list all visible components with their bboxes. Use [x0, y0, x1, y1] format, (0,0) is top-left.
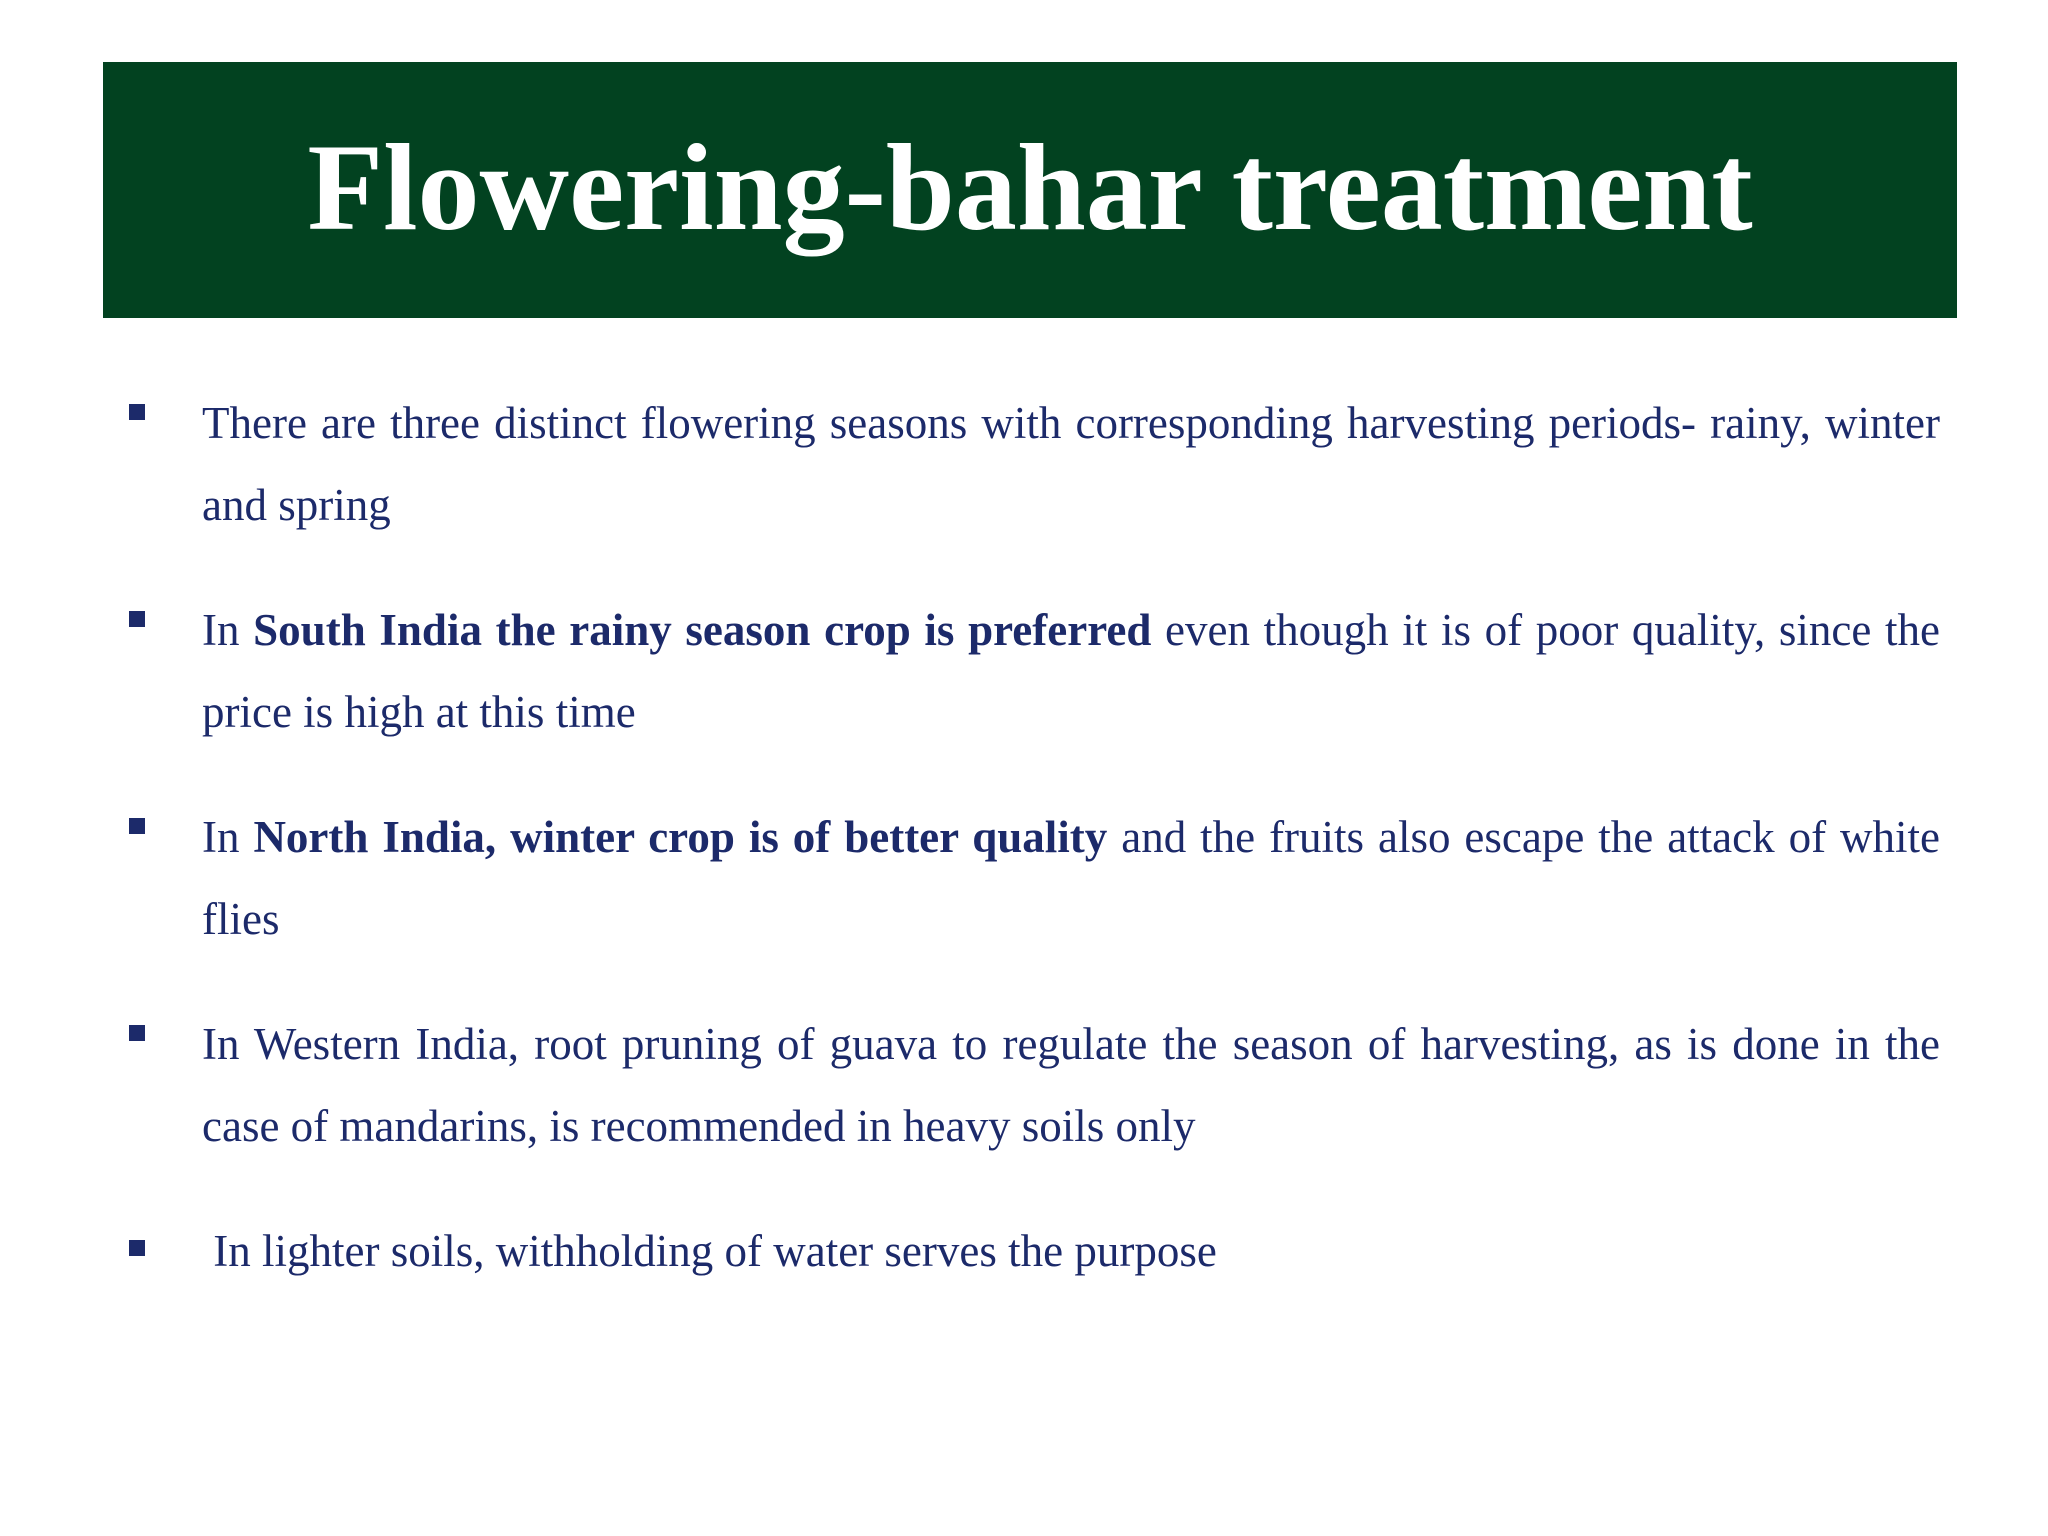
bullet-text-prefix: In: [202, 812, 254, 862]
bullet-item: [120, 1210, 1940, 1292]
bullet-text-suffix: even though it is of poor quality, since the price is high at this time: [202, 605, 1940, 737]
bullet-text-bold: South India the rainy season crop is preferred: [253, 605, 1152, 655]
bullet-text: In Western India, root pruning of guava to regulate the season of harvesting, as is done in the case of mandarins, is recommended in heavy soils only: [202, 1019, 1940, 1151]
slide-title: Flowering-bahar treatment: [307, 119, 1753, 256]
bullet-text-prefix: In: [202, 605, 254, 655]
bullet-text: There are three distinct flowering seasons with corresponding harvesting periods- rainy, winter and spring: [202, 398, 1940, 530]
square-bullet-icon: [129, 404, 145, 420]
bullet-list: [120, 382, 1940, 1292]
bullet-item: [120, 589, 1940, 753]
bullet-text: In lighter soils, withholding of water serves the purpose: [202, 1226, 1217, 1276]
square-bullet-icon: [129, 1240, 145, 1256]
bullet-item: [120, 1003, 1940, 1167]
square-bullet-icon: [129, 611, 145, 627]
square-bullet-icon: [129, 1025, 145, 1041]
bullet-text-suffix: and the fruits also escape the attack of white flies: [202, 812, 1940, 944]
square-bullet-icon: [129, 818, 145, 834]
title-banner: [103, 62, 1957, 318]
bullet-text-bold: North India, winter crop is of better quality: [253, 812, 1108, 862]
bullet-item: [120, 382, 1940, 546]
bullet-item: [120, 796, 1940, 960]
